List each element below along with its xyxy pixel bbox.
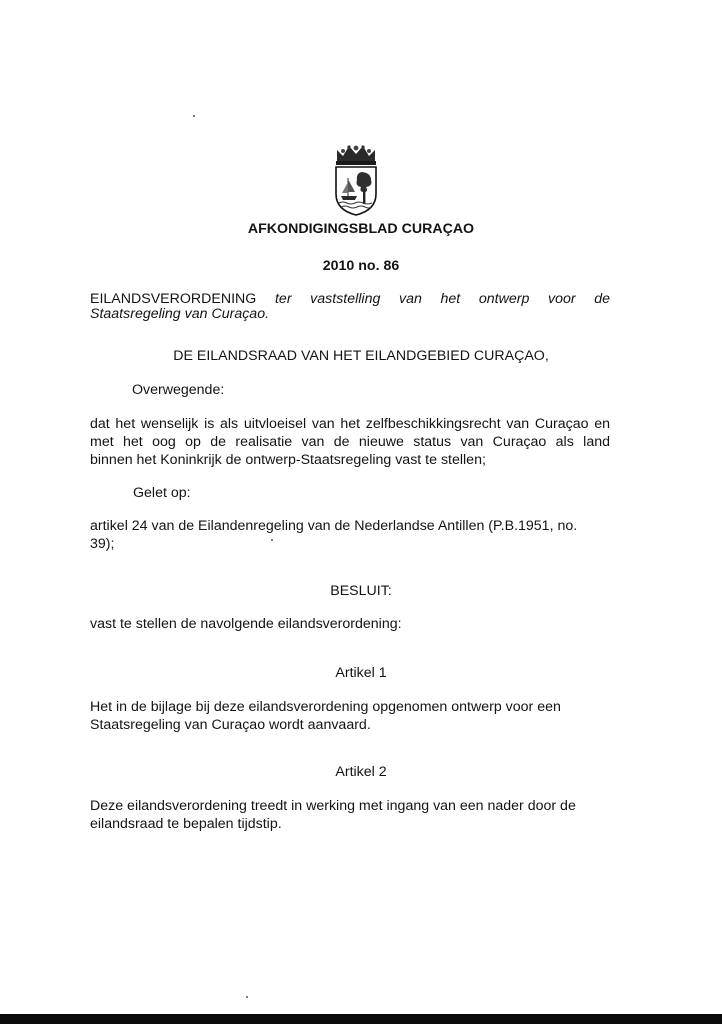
regard-line-2: 39); [90, 536, 115, 552]
considering-line-1: dat het wenselijk is als uitvloeisel van het zelfbeschikkingsrecht van Curaçao en [90, 416, 610, 432]
article-1-line-2: Staatsregeling van Curaçao wordt aanvaard. [90, 717, 371, 733]
article-1-line-1: Het in de bijlage bij deze eilandsverordening opgenomen ontwerp voor een [90, 699, 561, 715]
considering-line-3: binnen het Koninkrijk de ontwerp-Staatsregeling vast te stellen; [90, 452, 486, 468]
regard-line-1: artikel 24 van de Eilandenregeling van de Nederlandse Antillen (P.B.1951, no. [90, 518, 578, 534]
coat-of-arms-icon [331, 142, 381, 216]
considering-line-2: met het oog op de realisatie van de nieuwe status van Curaçao als land [90, 434, 610, 450]
ordinance-title-line-2: Staatsregeling van Curaçao. [90, 306, 270, 322]
article-2-line-1: Deze eilandsverordening treedt in werking met ingang van een nader door de [90, 798, 576, 814]
article-2-line-2: eilandsraad te bepalen tijdstip. [90, 816, 282, 832]
ordinance-title-line-1: EILANDSVERORDENING ter vaststelling van het ontwerp voor de [90, 291, 610, 307]
article-2-heading: Artikel 2 [335, 764, 387, 780]
scan-edge [0, 1014, 722, 1024]
article-1-heading: Artikel 1 [335, 665, 387, 681]
council-heading: DE EILANDSRAAD VAN HET EILANDGEBIED CURAÇAO, [173, 348, 549, 364]
considering-label: Overwegende: [132, 382, 225, 398]
gazette-title: AFKONDIGINGSBLAD CURAÇAO [247, 221, 475, 237]
decision-heading: BESLUIT: [330, 583, 392, 599]
establish-line: vast te stellen de navolgende eilandsverordening: [90, 616, 402, 632]
regard-label: Gelet op: [133, 485, 191, 501]
scan-speck [271, 539, 273, 541]
scan-speck [246, 996, 248, 998]
scan-speck [193, 115, 195, 117]
issue-number: 2010 no. 86 [322, 258, 400, 274]
